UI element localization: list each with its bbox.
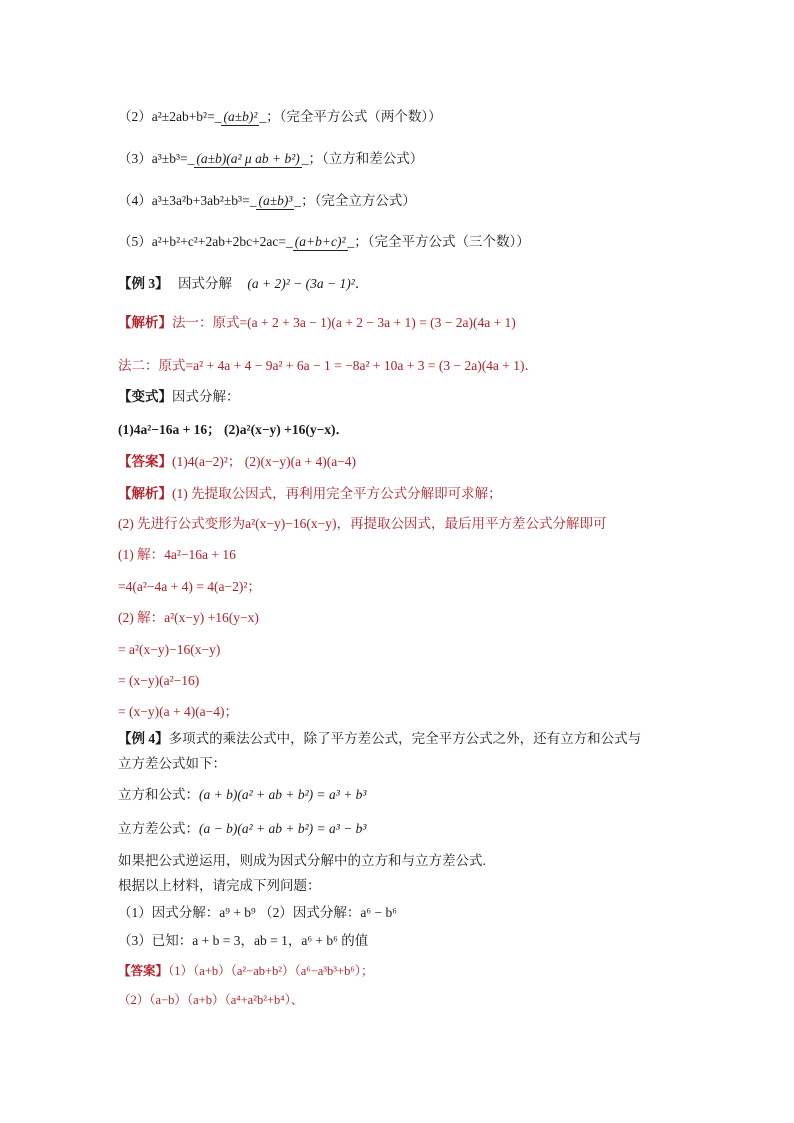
variant-step-4 (118, 641, 220, 659)
solution-step: (1) 解：4a²−16a + 16 (118, 547, 236, 562)
formula-prefix: （4）a³±3a²b+3ab²±b³=_ (118, 193, 257, 208)
formula-label: 立方差公式： (118, 821, 199, 836)
formula-expression: (a − b)(a² + ab + b²) = a³ − b³ (199, 821, 367, 836)
variant-text: 因式分解： (172, 389, 240, 404)
example-tag: 【例 4】 (118, 731, 169, 746)
example-3-solution-1 (118, 314, 516, 332)
solution-step: = (x−y)(a + 4)(a−4)； (118, 704, 239, 719)
formula-line-3 (118, 150, 423, 168)
example-4 (118, 730, 641, 748)
solution-step: (2) 解：a²(x−y) +16(y−x) (118, 610, 259, 625)
solution-step: = (x−y)(a²−16) (118, 673, 200, 688)
question-text: （1）因式分解：a⁹ + b⁹ （2）因式分解：a⁶ − b⁶ (118, 905, 397, 920)
example-4-line-4 (118, 877, 321, 895)
solution-text: 法二：原式=a² + 4a + 4 − 9a² + 6a − 1 = −8a² + 10a + 3 = (3 − 2a)(4a + 1)． (118, 358, 539, 373)
example-expression: (a + 2)² − (3a − 1)²． (247, 276, 369, 291)
example-text: 立方差公式如下： (118, 756, 226, 771)
formula-suffix: _；（完全平方公式（两个数）） (259, 109, 442, 124)
example-text: 如果把公式逆运用，则成为因式分解中的立方和与立方差公式. (118, 853, 486, 868)
formula-answer: (a±b)² (223, 109, 258, 124)
example-4-line-2 (118, 755, 226, 773)
solution-text: 法一：原式=(a + 2 + 3a − 1)(a + 2 − 3a + 1) = (3 − 2a)(4a + 1) (172, 315, 516, 330)
formula-suffix: _；（立方和差公式） (301, 151, 424, 166)
formula-suffix: _；（完全平方公式（三个数）） (347, 234, 530, 249)
variant-question (118, 421, 349, 439)
formula-prefix: （3）a³±b³=_ (118, 151, 195, 166)
example-4-question-3 (118, 932, 368, 950)
example-4-line-3 (118, 852, 486, 870)
formula-answer: (a±b)(a² μ ab + b²) (196, 151, 300, 166)
variant-answer (118, 453, 356, 471)
formula-label: 立方和公式： (118, 787, 199, 802)
variant-solution-2 (118, 515, 606, 533)
variant-step-1 (118, 546, 236, 564)
variant-step-5 (118, 672, 199, 690)
variant-tag: 【变式】 (118, 389, 172, 404)
formula-line-5 (118, 233, 530, 251)
answer-text: (1)4(a−2)²； (2)(x−y)(a + 4)(a−4) (172, 454, 357, 469)
answer-tag: 【答案】 (118, 964, 169, 978)
solution-tag: 【解析】 (118, 315, 172, 330)
variant-step-3 (118, 609, 259, 627)
example-4-question-1-2 (118, 904, 397, 922)
formula-answer: (a+b+c)² (294, 234, 346, 249)
variant-question-text: (1)4a²−16a + 16； (2)a²(x−y) +16(y−x)． (118, 422, 350, 437)
example-3-solution-2 (118, 357, 538, 375)
variant-solution-1 (118, 485, 502, 503)
solution-step: =4(a²−4a + 4) = 4(a−2)²； (118, 579, 261, 594)
answer-text: （1）（a+b）（a²−ab+b²）（a⁶−a³b³+b⁶）； (168, 964, 374, 978)
formula-answer: (a±b)³ (258, 193, 293, 208)
solution-step: = a²(x−y)−16(x−y) (118, 642, 221, 657)
formula-line-4 (118, 192, 416, 210)
answer-text: （2）（a−b）（a+b）（a⁴+a²b²+b⁴）、 (118, 993, 304, 1007)
example-3 (118, 275, 368, 293)
variant-step-2 (118, 578, 261, 596)
variant-heading (118, 388, 240, 406)
example-text: 多项式的乘法公式中，除了平方差公式，完全平方公式之外，还有立方和公式与 (168, 731, 642, 746)
formula-line-2 (118, 108, 442, 126)
variant-step-6 (118, 703, 238, 721)
solution-text: (2) 先进行公式变形为a²(x−y)−16(x−y)，再提取公因式，最后用平方差公式分解即可 (118, 516, 607, 531)
cube-sum-formula (118, 786, 366, 804)
example-tag: 【例 3】 (118, 276, 169, 291)
answer-tag: 【答案】 (118, 454, 172, 469)
example-text: 因式分解 (178, 276, 232, 291)
example-4-answer-2 (118, 991, 303, 1009)
example-text: 根据以上材料，请完成下列问题： (118, 878, 321, 893)
question-text: （3）已知：a + b = 3，ab = 1，a⁶ + b⁶ 的值 (118, 933, 369, 948)
formula-prefix: （5）a²+b²+c²+2ab+2bc+2ac=_ (118, 234, 293, 249)
solution-tag: 【解析】 (118, 486, 172, 501)
example-4-answer (118, 962, 373, 980)
cube-difference-formula (118, 820, 366, 838)
formula-expression: (a + b)(a² + ab + b²) = a³ + b³ (199, 787, 367, 802)
solution-text: (1) 先提取公因式，再利用完全平方公式分解即可求解； (172, 486, 502, 501)
formula-prefix: （2）a²±2ab+b²=_ (118, 109, 222, 124)
formula-suffix: _；（完全立方公式） (294, 193, 416, 208)
